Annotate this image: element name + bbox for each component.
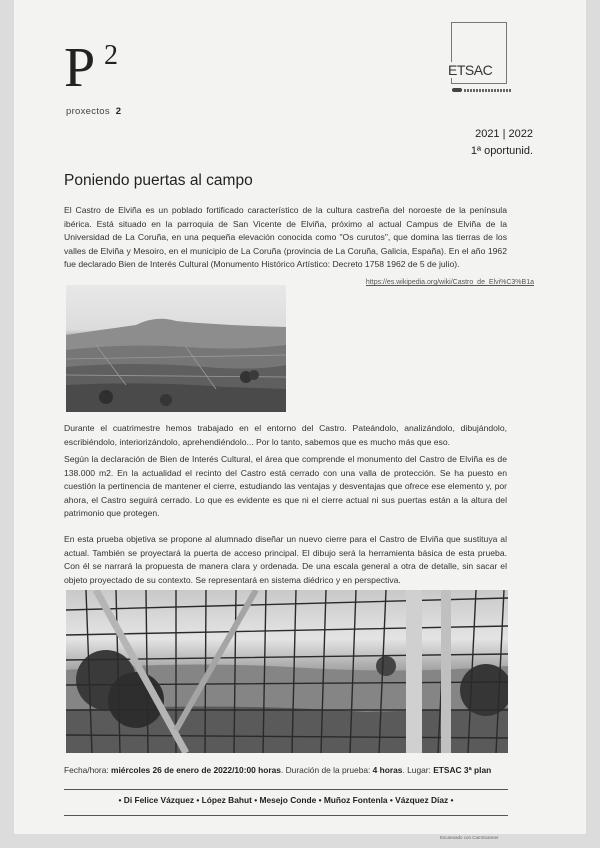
university-logo xyxy=(452,87,512,93)
academic-year: 2021 | 2022 xyxy=(475,128,533,140)
footer-divider-bottom xyxy=(64,815,508,816)
fence-photo xyxy=(66,590,508,753)
work-paragraph: Durante el cuatrimestre hemos trabajado en el entorno del Castro. Pateándolo, analizándolo, dibujándolo, escribiéndolo, interiorizándolo, aprehendiéndolo... Por lo tanto, sabemos que es mucho más que eso. xyxy=(64,423,507,447)
intro-paragraph: El Castro de Elviña es un poblado fortificado característico de la cultura castreña del noroeste de la península ibérica. Está situado en la parroquia de San Vicente de Elviña, próximo al actual Campus de Elviña de la Universidad de La Coruña, en una pequeña elevación conocida como "Os curutos", que domina las tierras de los valles de Elviña y Mesoiro, en el municipio de La Coruña (provincia de La Coruña, Galicia, España). En el año 1962 fue declarado Bien de Interés Cultural (Monumento Histórico Artístico: Decreto 1758 1962 de 5 de julio). xyxy=(64,205,507,270)
heritage-paragraph: Según la declaración de Bien de Interés Cultural, el área que comprende el monumento del Castro de Elviña es de 138.000 m2. En la actualidad el recinto del Castro está cerrado con una valla de protección. Se ha puesto en cuestión la pertinencia de mantener el cierre, estudiando las ventajas y desventajas que ofrece ese elemento y, por ahora, el Castro seguirá cerrado. Lo que es evidente es que ni el cierre actual ni sus puertas están a la altura del patrimonio que protegen. xyxy=(64,454,507,519)
university-emblem-icon xyxy=(452,88,462,92)
exam-info: Fecha/hora: miércoles 26 de enero de 2022/10:00 horas. Duración de la prueba: 4 horas. Lugar: ETSAC 3ª plan xyxy=(64,765,492,775)
assignment-paragraph: En esta prueba objetiva se propone al alumnado diseñar un nuevo cierre para el Castro de Elviña que sustituya al actual. También se proyectará la puerta de acceso principal. El dibujo será la herramienta básica de esta prueba. Con él se narrará la propuesta de manera clara y ordenada. De una escala general a otra de detalle, sin sacar el objeto proyectado de su contexto. Se representará en sistema diédrico y en perspectiva. xyxy=(64,534,507,585)
exam-call: 1ª oportunid. xyxy=(470,145,533,157)
castro-landscape-photo xyxy=(66,285,286,412)
school-logo-text: ETSAC xyxy=(448,62,493,78)
university-name xyxy=(464,89,512,92)
course-logo-superscript: 2 xyxy=(104,40,118,71)
source-link[interactable]: https://es.wikipedia.org/wiki/Castro_de_Elvi%C3%B1a xyxy=(365,279,534,286)
course-logo-subtitle: proxectos 2 xyxy=(66,106,122,117)
authors-line: • Di Felice Vázquez • López Bahut • Mesejo Conde • Muñoz Fontenla • Vázquez Díaz • xyxy=(118,795,454,805)
course-logo: P xyxy=(64,37,96,99)
scanner-watermark: Escaneado con CamScanner xyxy=(440,835,499,840)
page-title: Poniendo puertas al campo xyxy=(64,172,253,189)
footer-divider-top xyxy=(64,789,508,790)
